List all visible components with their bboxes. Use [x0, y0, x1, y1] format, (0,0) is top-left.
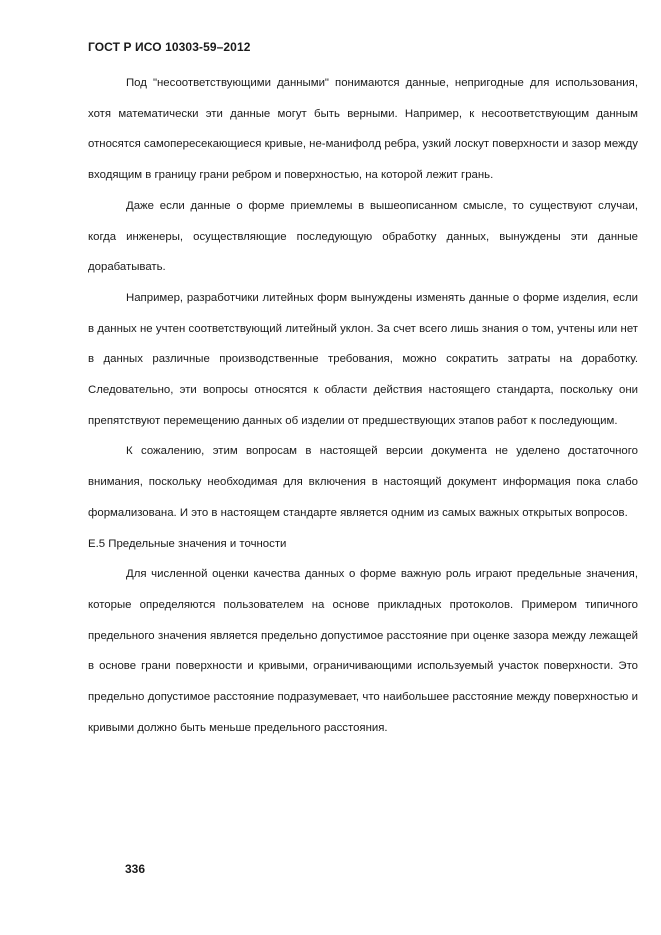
document-header: ГОСТ Р ИСО 10303-59–2012 — [88, 40, 251, 54]
paragraph-acceptable-shape-data: Даже если данные о форме приемлемы в вышеописанном смысле, то существуют случаи, когда инженеры, осуществляющие последующую обработку данных, вынуждены эти данные дорабатывать. — [88, 199, 638, 274]
paragraph-tolerance-values: Для численной оценки качества данных о форме важную роль играют предельные значения, которые определяются пользователем на основе прикладных протоколов. Примером типичного предельного значения является предельно допустимое расстояние при оценке зазора между лежащей в основе грани поверхности и кривыми, ограничивающими используемый участок поверхности. Это предельно допустимое расстояние подразумевает, что наибольшее расстояние между поверхностью и кривыми должно быть меньше предельного расстояния. — [88, 568, 638, 734]
page-number: 336 — [125, 862, 146, 876]
paragraph-open-issues: К сожалению, этим вопросам в настоящей версии документа не уделено достаточного внимания, поскольку необходимая для включения в настоящий документ информация пока слабо формализована. И это в настоящем стандарте является одним из самых важных открытых вопросов. — [88, 445, 638, 519]
paragraph-mold-designers: Например, разработчики литейных форм вынуждены изменять данные о форме изделия, если в данных не учтен соответствующий литейный уклон. За счет всего лишь знания о том, учтены или нет в данных различные производственные требования, можно сократить затраты на доработку. Следовательно, эти вопросы относятся к области действия настоящего стандарта, поскольку они препятствуют перемещению данных об изделии от предшествующих этапов работ к последующим. — [88, 291, 638, 427]
section-heading: Е.5 Предельные значения и точности — [88, 537, 287, 550]
document-body — [88, 68, 638, 743]
paragraph-nonconforming-data: Под "несоответствующими данными" понимаются данные, непригодные для использования, хотя математически эти данные могут быть верными. Например, к несоответствующим данным относятся самопересекающиеся кривые, не-манифолд ребра, узкий лоскут поверхности и зазор между входящим в границу грани ребром и поверхностью, на которой лежит грань. — [88, 77, 638, 182]
